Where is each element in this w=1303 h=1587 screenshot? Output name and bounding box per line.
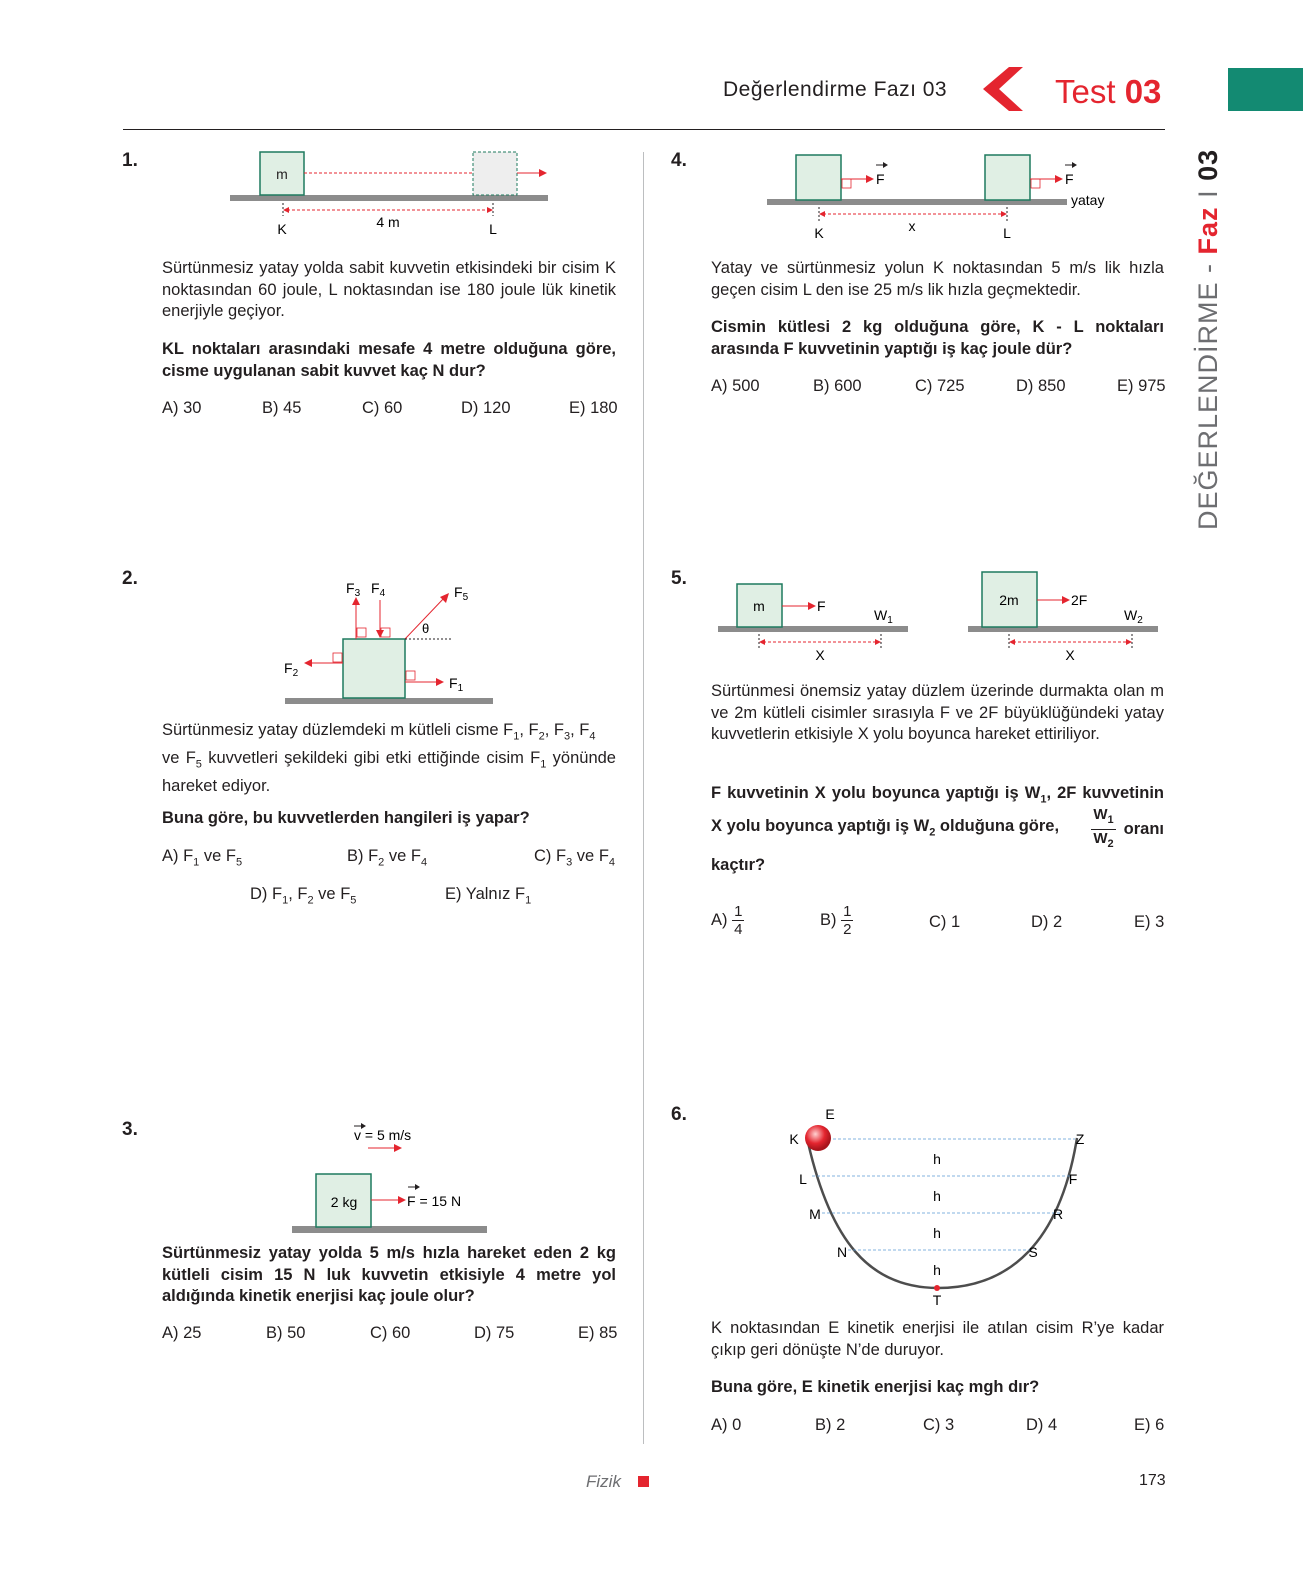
theta-label: θ bbox=[422, 621, 430, 636]
column-divider bbox=[643, 152, 644, 1444]
svg-text:T: T bbox=[932, 1292, 942, 1308]
svg-text:h: h bbox=[933, 1151, 941, 1167]
q4-l-label: L bbox=[1003, 225, 1011, 241]
q1-distance-label: 4 m bbox=[376, 214, 400, 230]
q5-question-line2: X yolu boyunca yaptığı iş $W_2$ olduğuna göre, $\frac{W_1}{W_2}$ oranı bbox=[711, 806, 1164, 853]
q1-figure bbox=[225, 148, 555, 240]
svg-text:M: M bbox=[809, 1206, 821, 1222]
header-title: Değerlendirme Fazı 03 bbox=[723, 78, 948, 101]
q5-option-b[interactable]: B) $\frac{1}{2}$ bbox=[820, 903, 852, 938]
q3-option-a[interactable]: A) 25 bbox=[162, 1324, 202, 1342]
q3-velocity-label: v = 5 m/s bbox=[354, 1127, 412, 1143]
q1-option-c[interactable]: C) 60 bbox=[362, 399, 403, 417]
q5-x-label-1: X bbox=[815, 647, 825, 663]
ball-icon bbox=[805, 1125, 831, 1151]
svg-text:L: L bbox=[799, 1171, 807, 1187]
q6-option-c[interactable]: C) 3 bbox=[923, 1416, 955, 1434]
q3-figure bbox=[288, 1118, 490, 1238]
f2-label: $F_2$ bbox=[284, 660, 299, 679]
q4-option-b[interactable]: B) 600 bbox=[813, 377, 862, 395]
q3-question: Sürtünmesiz yatay yolda 5 m/s hızla hareket eden 2 kg kütleli cisim 15 N luk kuvvetin etkisiyle 4 metre yol aldığında kinetik enerjisi kaç joule olur? bbox=[162, 1244, 616, 1305]
svg-text:F: F bbox=[1068, 1171, 1078, 1187]
f5-label: $F_5$ bbox=[454, 584, 469, 603]
f4-label: $F_4$ bbox=[371, 580, 386, 599]
q5-x-label-2: X bbox=[1065, 647, 1075, 663]
q1-k-label: K bbox=[277, 221, 287, 237]
q5-mass-2m: 2m bbox=[999, 592, 1019, 608]
q2-figure bbox=[280, 575, 500, 710]
f1-label: $F_1$ bbox=[449, 675, 464, 694]
test-label: Test 03 bbox=[1055, 73, 1162, 110]
q4-horizontal-label: yatay bbox=[1071, 192, 1105, 208]
question-number: 1. bbox=[122, 150, 138, 171]
q3-option-e[interactable]: E) 85 bbox=[578, 1324, 618, 1342]
q5-option-c[interactable]: C) 1 bbox=[929, 913, 961, 931]
q4-figure bbox=[762, 150, 1122, 242]
q2-option-d[interactable]: D) $F_1$, $F_2$ ve $F_5$ bbox=[250, 885, 357, 907]
q2-question: Buna göre, bu kuvvetlerden hangileri iş yapar? bbox=[162, 809, 530, 827]
q1-option-e[interactable]: E) 180 bbox=[569, 399, 618, 417]
q2-option-a[interactable]: A) $F_1$ ve $F_5$ bbox=[162, 847, 243, 869]
q4-option-a[interactable]: A) 500 bbox=[711, 377, 760, 395]
q6-option-b[interactable]: B) 2 bbox=[815, 1416, 846, 1434]
q4-k-label: K bbox=[814, 225, 824, 241]
svg-text:R: R bbox=[1052, 1206, 1064, 1222]
q5-option-d[interactable]: D) 2 bbox=[1031, 913, 1063, 931]
q6-option-e[interactable]: E) 6 bbox=[1134, 1416, 1165, 1434]
q1-l-label: L bbox=[489, 221, 497, 237]
header-rule bbox=[123, 129, 1165, 130]
q3-option-d[interactable]: D) 75 bbox=[474, 1324, 515, 1342]
q3-option-c[interactable]: C) 60 bbox=[370, 1324, 411, 1342]
q2-text: Sürtünmesiz yatay düzlemdeki m kütleli cisme $F_1$, $F_2$, $F_3$, $F_4$ ve $F_5$ kuvvetleri şekildeki gibi etki ettiğinde cisim $F_1$ yönünde hareket ediyor. bbox=[162, 721, 616, 795]
q4-force-label-2: F bbox=[1065, 171, 1074, 187]
page-number: 173 bbox=[1139, 1472, 1166, 1489]
svg-text:K: K bbox=[789, 1131, 799, 1147]
q1-option-a[interactable]: A) 30 bbox=[162, 399, 202, 417]
q6-question: Buna göre, E kinetik enerjisi kaç mgh dır? bbox=[711, 1378, 1040, 1396]
w1-over-w2-fraction: $\frac{W_1}{W_2}$ bbox=[1093, 806, 1114, 850]
q2-option-c[interactable]: C) $F_3$ ve $F_4$ bbox=[534, 847, 616, 869]
q6-option-d[interactable]: D) 4 bbox=[1026, 1416, 1058, 1434]
q3-force-label: F = 15 N bbox=[407, 1193, 462, 1209]
svg-text:h: h bbox=[933, 1188, 941, 1204]
q1-question: KL noktaları arasındaki mesafe 4 metre olduğuna göre, cisme uygulanan sabit kuvvet kaç N dur? bbox=[162, 340, 616, 380]
svg-text:Z: Z bbox=[1075, 1131, 1085, 1147]
q5-force-2f: 2F bbox=[1071, 592, 1088, 608]
q1-mass-label: m bbox=[276, 166, 288, 182]
q3-option-b[interactable]: B) 50 bbox=[266, 1324, 306, 1342]
q1-text: Sürtünmesiz yatay yolda sabit kuvvetin etkisindeki bir cisim K noktasından 60 joule, L noktasından ise 180 joule lük kinetik enerjiyle geçiyor. bbox=[162, 259, 616, 320]
q4-x-label: x bbox=[908, 218, 916, 234]
q4-option-c[interactable]: C) 725 bbox=[915, 377, 965, 395]
question-number: 5. bbox=[671, 568, 687, 589]
q5-option-e[interactable]: E) 3 bbox=[1134, 913, 1165, 931]
q6-option-a[interactable]: A) 0 bbox=[711, 1416, 742, 1434]
q1-option-b[interactable]: B) 45 bbox=[262, 399, 302, 417]
q6-text: K noktasından E kinetik enerjisi ile atılan cisim R’ye kadar çıkıp geri dönüşte N’de duruyor. bbox=[711, 1319, 1164, 1359]
footer-square-icon bbox=[638, 1476, 649, 1487]
question-number: 4. bbox=[671, 150, 687, 171]
footer-subject: Fizik bbox=[586, 1472, 621, 1491]
question-number: 3. bbox=[122, 1119, 138, 1140]
q2-option-e[interactable]: E) Yalnız $F_1$ bbox=[445, 885, 532, 907]
q5-question-line3: kaçtır? bbox=[711, 856, 766, 874]
q5-w1-label: $W_1$ bbox=[874, 607, 893, 626]
q4-text: Yatay ve sürtünmesiz yolun K noktasından 5 m/s lik hızla geçen cisim L den ise 25 m/s lik hızla geçmektedir. bbox=[711, 259, 1164, 299]
question-number: 2. bbox=[122, 568, 138, 589]
q5-text: Sürtünmesi önemsiz yatay düzlem üzerinde durmakta olan m ve 2m kütleli cisimler sırasıyla F ve 2F büyüklüğündeki yatay kuvvetlerin etkisiyle X yolu boyunca hareket ettiriliyor. bbox=[711, 682, 1164, 743]
chevron-left-icon bbox=[983, 67, 1025, 111]
svg-text:S: S bbox=[1028, 1244, 1038, 1260]
q3-mass-label: 2 kg bbox=[330, 1194, 358, 1210]
side-vertical-title: DEĞERLENDİRME - Faz I 03 bbox=[1193, 148, 1223, 530]
q5-force-f: F bbox=[817, 598, 826, 614]
q6-figure bbox=[780, 1102, 1100, 1312]
svg-text:h: h bbox=[933, 1262, 941, 1278]
q5-option-a[interactable]: A) $\frac{1}{4}$ bbox=[711, 903, 743, 938]
q2-option-b[interactable]: B) $F_2$ ve $F_4$ bbox=[347, 847, 428, 869]
q5-mass-m: m bbox=[753, 598, 765, 614]
svg-text:N: N bbox=[836, 1244, 848, 1260]
q4-question: Cismin kütlesi 2 kg olduğuna göre, K - L noktaları arasında F kuvvetinin yaptığı iş kaç joule dür? bbox=[711, 318, 1164, 358]
q5-w2-label: $W_2$ bbox=[1124, 607, 1143, 626]
q4-force-label-1: F bbox=[876, 171, 885, 187]
question-number: 6. bbox=[671, 1104, 687, 1125]
svg-text:h: h bbox=[933, 1225, 941, 1241]
q4-option-d[interactable]: D) 850 bbox=[1016, 377, 1066, 395]
f3-label: $F_3$ bbox=[346, 580, 361, 599]
q5-figure bbox=[714, 568, 1164, 664]
q5-question-line1: F kuvvetinin X yolu boyunca yaptığı iş $W_1$, 2F kuvvetinin bbox=[711, 784, 1164, 806]
teal-tab bbox=[1228, 68, 1303, 111]
q4-option-e[interactable]: E) 975 bbox=[1117, 377, 1166, 395]
svg-text:E: E bbox=[825, 1106, 835, 1122]
q1-option-d[interactable]: D) 120 bbox=[461, 399, 511, 417]
